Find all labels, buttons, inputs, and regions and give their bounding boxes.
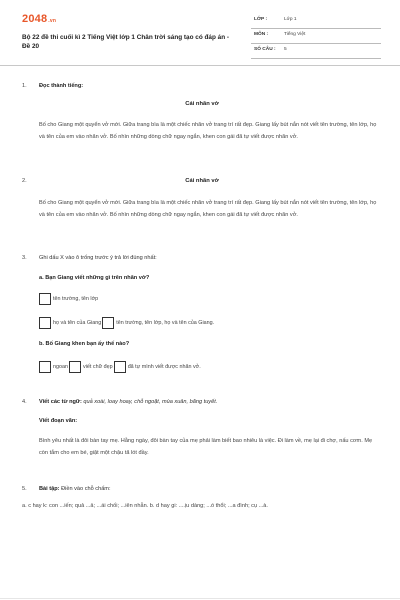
answer-checkbox[interactable] [39, 317, 51, 329]
question-heading [39, 486, 111, 492]
answer-checkbox[interactable] [114, 361, 126, 373]
question-number: 3. [22, 255, 27, 261]
answer-checkbox[interactable] [102, 317, 114, 329]
option-a2-a3 [39, 317, 214, 330]
option-text: ngoan [53, 364, 68, 370]
question-heading [39, 83, 83, 89]
question-number: 1. [22, 83, 27, 89]
meta-value: Tiếng Việt [284, 32, 306, 37]
meta-key: MÔN : [254, 32, 269, 37]
meta-row-count [251, 44, 381, 59]
exercise-line: a. c hay k: con ...iến; quả ...ả; ...ái chối; ...iên nhẫn. b. d hay gi: ....ịu dàng; ...ó thổi; ...a đình; cụ ...à. [22, 503, 268, 509]
heading-label: Bài tập: [39, 486, 60, 492]
logo-suffix: .vn [48, 18, 57, 24]
meta-value: 5 [284, 47, 287, 52]
meta-key: LỚP : [254, 17, 268, 22]
meta-key: SỐ CÂU : [254, 47, 276, 52]
page-divider [0, 598, 400, 599]
option-text: đã tự mình viết được nhãn vở. [127, 364, 201, 370]
question-instruction: Ghi dấu X vào ô trống trước ý trả lời đúng nhất: [39, 255, 157, 261]
reading-passage: Bố cho Giang một quyển vở mới. Giữa trang bìa là một chiếc nhãn vở trang trí rất đẹp. Giang lấy bút nắn nót viết tên trường, tên lớp, họ và tên của em vào nhãn vở. Bố nhìn những dòng chữ ngay ngắn, khen con gái đã tự viết được nhãn vở. [39, 200, 377, 218]
option-text: viết chữ đẹp [83, 364, 113, 370]
passage-title: Cái nhãn vở [185, 101, 219, 107]
document-header [0, 0, 400, 66]
answer-checkbox[interactable] [69, 361, 81, 373]
meta-value: Lớp 1 [284, 17, 297, 22]
option-text: tên trường, tên lớp, họ và tên của Giang. [116, 320, 215, 326]
document-title: Bộ 22 đề thi cuối kì 2 Tiếng Việt lớp 1 Chân trời sáng tạo có đáp án - Đề 20 [22, 34, 229, 50]
reading-passage: Bố cho Giang một quyển vở mới. Giữa trang bìa là một chiếc nhãn vở trang trí rất đẹp. Giang lấy bút nắn nót viết tên trường, tên lớp, họ và tên của em vào nhãn vở. Bố nhìn những dòng chữ ngay ngắn, khen con gái đã tự viết được nhãn vở. [39, 122, 377, 140]
option-b-row [39, 361, 201, 374]
logo-text: 2048 [22, 13, 48, 25]
question-heading [39, 399, 217, 405]
sub-question-a: a. Bạn Giang viết những gì trên nhãn vở? [39, 275, 150, 281]
site-logo[interactable] [22, 13, 56, 25]
sub-heading: Viết đoạn văn: [39, 418, 78, 424]
passage-title: Cái nhãn vở [185, 178, 219, 184]
sub-question-b: b. Bố Giang khen bạn ấy thế nào? [39, 341, 130, 347]
answer-checkbox[interactable] [39, 361, 51, 373]
heading-label: Viết các từ ngữ: [39, 399, 82, 405]
answer-checkbox[interactable] [39, 293, 51, 305]
option-a1 [39, 293, 98, 306]
heading-text: Đọc thành tiếng: [39, 83, 84, 89]
question-number: 5. [22, 486, 27, 492]
question-number: 4. [22, 399, 27, 405]
option-text: họ và tên của Giang [53, 320, 102, 326]
option-text: tên trường, tên lớp [53, 296, 99, 302]
dictation-passage: Bình yêu nhất là đôi bàn tay mẹ. Hằng ngày, đôi bàn tay của mẹ phải làm biết bao nhiêu là việc. Đi làm về, mẹ lại đi chợ, nấu cơm. Mẹ còn tắm cho em bé, giặt một chậu tã lót đầy. [39, 438, 373, 456]
meta-table [251, 14, 381, 59]
meta-row-subject [251, 29, 381, 44]
word-list: quả xoài, loay hoay, chỗ ngoặt, mùa xuân, băng tuyết. [83, 399, 218, 405]
question-number: 2. [22, 178, 27, 184]
meta-row-class [251, 14, 381, 29]
heading-instruction: Điền vào chỗ chấm: [61, 486, 111, 492]
